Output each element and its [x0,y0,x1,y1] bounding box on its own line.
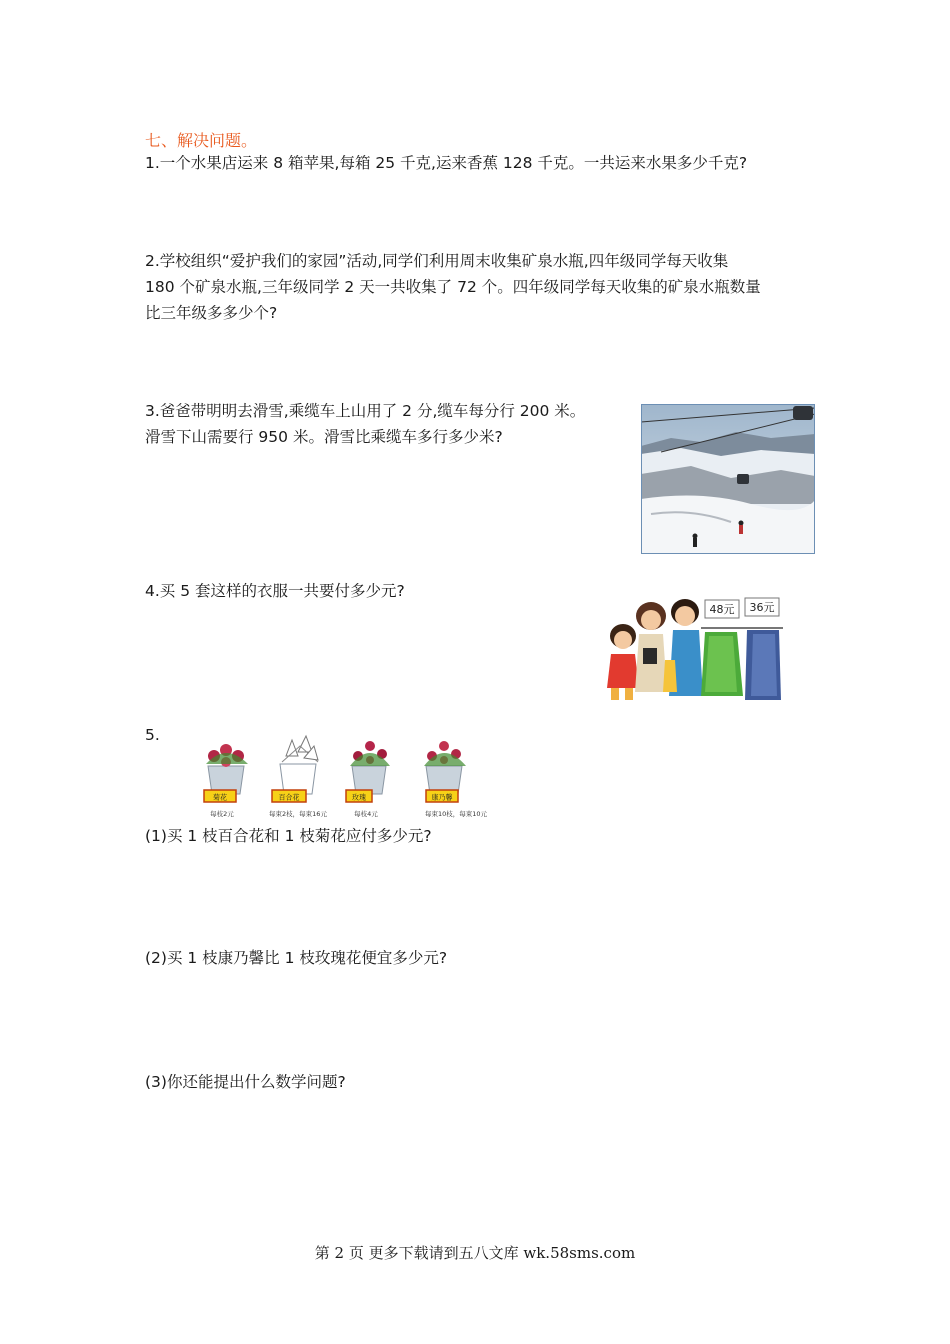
question-5 [145,722,160,748]
carnation-pot [424,741,488,818]
ski-slope-image [641,404,815,554]
question-text-line: 爸爸带明明去滑雪,乘缆车上山用了 2 分,缆车每分行 200 米。 [159,402,586,420]
lily-pot [269,736,327,818]
question-4 [145,578,405,604]
flower-price-rose: 每枝4元 [354,810,378,818]
question-text: 买 5 套这样的衣服一共要付多少元? [159,582,405,600]
sub-question-3: (3)你还能提出什么数学问题? [145,1073,346,1091]
question-number: 4. [145,582,160,600]
flower-price-chrysanthemum: 每枝2元 [210,810,234,818]
question-number: 3. [145,402,160,420]
sub-question-1: (1)买 1 枝百合花和 1 枝菊花应付多少元? [145,827,432,845]
question-text: 一个水果店运来 8 箱苹果,每箱 25 千克,运来香蕉 128 千克。一共运来水果多少千克? [159,154,748,172]
question-text-line: 学校组织“爱护我们的家园”活动,同学们利用周末收集矿泉水瓶,四年级同学每天收集 [159,252,729,270]
flower-name-carnation: 康乃馨 [431,793,453,802]
question-3 [145,398,585,450]
question-1 [145,150,747,176]
flowers-image [200,732,500,822]
flower-name-rose: 玫瑰 [352,793,366,802]
question-number: 2. [145,252,160,270]
price-tag-36: 36元 [749,601,775,614]
section-title: 七、解决问题。 [145,131,258,150]
question-text-line: 比三年级多多少个? [145,304,278,322]
clothes-shopping-image [605,596,785,704]
page-footer: 第 2 页 更多下载请到五八文库 wk.58sms.com [314,1244,636,1262]
question-2 [145,248,761,326]
question-number: 5. [145,726,160,744]
rose-pot [346,741,390,818]
chrysanthemum-pot [204,744,248,818]
flower-price-lily: 每束2枝，每束16元 [269,810,327,818]
flower-price-carnation: 每束10枝，每束10元 [424,810,488,818]
question-number: 1. [145,154,160,172]
flower-name-chrysanthemum: 菊花 [213,793,227,802]
price-tag-48: 48元 [709,603,735,616]
flower-name-lily: 百合花 [278,793,300,802]
question-text-line: 180 个矿泉水瓶,三年级同学 2 天一共收集了 72 个。四年级同学每天收集的矿泉水瓶数量 [145,278,761,296]
sub-question-2: (2)买 1 枝康乃馨比 1 枝玫瑰花便宜多少元? [145,949,448,967]
question-text-line: 滑雪下山需要行 950 米。滑雪比乘缆车多行多少米? [145,428,503,446]
